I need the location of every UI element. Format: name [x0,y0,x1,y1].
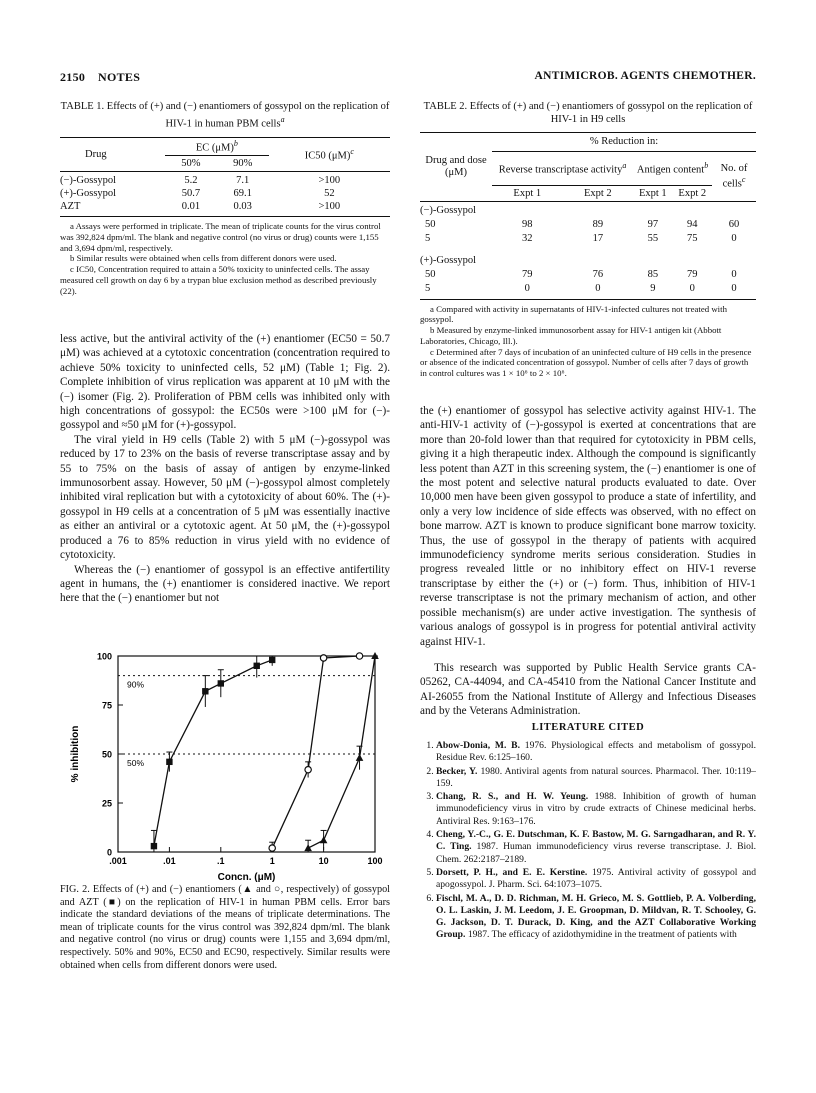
reference-item: 4. Cheng, Y.-C., G. E. Dutschman, K. F. Bastow, M. G. Sarngadharan, and R. Y. C. Ting. 1987. Human immunodeficiency virus reverse transcriptase. J. Biol. Chem. 262:2187–2189. [436,829,756,866]
table1-footnote-c: c IC50, Concentration required to attain a 50% toxicity to uninfected cells. The assay measured cell growth on day 6 by a trypan blue exclusion method as described previously (22). [60,264,377,296]
data-point-square [269,657,275,663]
x-tick-label: .01 [163,856,176,866]
table-row: (−)-Gossypol 5.2 7.1 >100 [60,175,341,186]
paragraph: less active, but the antiviral activity of the (+) enantiomer (EC50 = 50.7 μM) was achieved at a cytotoxic concentration (concentration required to achieve 50% toxicity to uninfected cells, 52 μM) (Table 1; Fig. 2). Complete inhibition of virus replication was apparent at 10 μM with the (−) isomer (Fig. 2). Proliferation of PBM cells was inhibited only with high concentrations of gossypol: the EC50s were >100 μM for (−)-gossypol and ≈50 μM for (+)-gossypol. [60,333,390,432]
table2-footnote-c: c Determined after 7 days of incubation of an uninfected culture of H9 cells in the presence or absence of the indicated concentration of gossypol. Number of cells after 7 days of growth in control cultures was 1 × 10⁶ to 2 × 10⁶. [420,346,752,379]
table1-col-ic50: IC50 $(\mu M)^c$ [304,147,354,162]
table2-col-rt-e1: Expt 1 [513,187,542,199]
data-point-square [202,688,208,694]
reference-line-label: 50% [127,758,145,768]
table2-col-ag-e1: Expt 1 [638,187,667,199]
table1-footnote-a: a Assays were performed in triplicate. The mean of triplicate counts for the virus control was 392,824 dpm/ml. The blank and negative control (no virus or drug) counts were 1,155 and 3,694 dpm/ml, respectively. [60,221,381,253]
figure2-caption: FIG. 2. Effects of (+) and (−) enantiomers (▲ and ○, respectively) of gossypol and AZT (■) on the replication of HIV-1 in human PBM cells. Error bars indicate the standard deviations of the means of triplicate determinations. The mean of triplicate counts for the virus control was 392,824 dpm/ml. The blank and negative control (no virus or drug) counts were 1,155 and 3,694 dpm/ml, respectively. 50% and 90%, EC50 and EC90, respectively. Similar results were obtained when cells from different donors were used. [60,884,390,971]
reference-item: 5. Dorsett, P. H., and E. E. Kerstine. 1975. Antiviral activity of gossypol and apogossypol. J. Pharm. Sci. 64:1073–1075. [436,867,756,892]
journal-title: ANTIMICROB. AGENTS CHEMOTHER. [534,70,756,82]
x-tick-label: .1 [217,856,225,866]
table2-footnote-b: b Measured by enzyme-linked immunosorbent assay for HIV-1 antigen kit (Abbott Laboratories, Chicago, Ill.). [420,325,722,346]
left-body-text [60,332,390,606]
data-point-circle [356,653,362,659]
table-row: 50 79 76 85 79 0 [425,269,737,280]
x-tick-label: 100 [367,856,383,866]
data-point-triangle [356,754,364,761]
reference-item: 2. Becker, Y. 1980. Antiviral agents from natural sources. Pharmacol. Ther. 10:119–159. [436,766,756,791]
table2-title: TABLE 2. Effects of (+) and (−) enantiomers of gossypol on the replication of HIV-1 in H9 cells [423,101,753,125]
data-point-square [166,759,172,765]
x-tick-label: 1 [269,856,275,866]
right-body-text [420,404,756,719]
data-point-circle [320,655,326,661]
y-tick-label: 75 [101,700,112,711]
y-axis-label: % inhibition [70,725,81,783]
paragraph: The viral yield in H9 cells (Table 2) with 5 μM (−)-gossypol was reduced by 17 to 23% on the basis of reverse transcriptase assay and by 55 to 75% on the basis of assay of antigen by enzyme-linked immunosorbent assay. However, 50 μM (−)-gossypol almost completely inhibited viral replication but with a cytotoxicity of about 60%. The (+)-gossypol in H9 cells at a concentration of 5 μM was essentially inactive as either an antiviral or a cytotoxic agent. At 50 μM, the (+)-gossypol produced a 76 to 85% reduction in virus yield with no evidence of cytotoxicity. [60,433,390,562]
reference-item: 3. Chang, R. S., and H. W. Yeung. 1988. Inhibition of growth of human immunodeficiency virus in vitro by crude extracts of Chinese medicinal herbs. Antiviral Res. 9:163–176. [436,791,756,828]
series-line-square [154,660,272,846]
table1-col-ec: EC $(\mu M)^b$ [165,138,269,156]
table1-col-90: 90% [233,158,253,169]
y-tick-label: 50 [101,749,112,760]
literature-title: LITERATURE CITED [531,722,645,733]
series-line-circle [272,656,359,848]
table2 [420,100,756,379]
table-row: (+)-Gossypol 50.7 69.1 52 [60,188,335,199]
plot-frame [118,656,375,852]
table2-col-ag: Antigen content$^b$ [633,151,712,185]
reference-line-label: 90% [127,679,145,690]
table2-col-cells: No. of cells$^c$ [720,162,748,190]
table-row: 50 98 89 97 94 60 [425,219,740,230]
x-axis-label: Concn. (μM) [217,872,276,883]
table1-grid [60,138,390,214]
page-number: 2150 [60,70,86,84]
data-point-square [254,663,260,669]
table1-col-drug: Drug [85,148,107,160]
reference-list [420,740,756,943]
data-point-triangle [320,836,328,843]
figure2-chart [60,648,395,888]
data-point-circle [269,845,275,851]
series-line-triangle [308,656,375,848]
table2-col-reduction: % Reduction in: [492,133,756,151]
paragraph: Whereas the (−) enantiomer of gossypol is an effective antifertility agent in humans, the (+) enantiomer is considered inactive. We report here that the (−) enantiomer but not [60,563,390,605]
x-tick-label: 10 [318,856,329,866]
paragraph: the (+) enantiomer of gossypol has selective activity against HIV-1. The anti-HIV-1 activity of (−)-gossypol is exerted at concentrations that are more than 20-fold lower than that required for cytotoxicity in PBM cells, giving it a high therapeutic index. Although the compound is significantly less potent than AZT in this screening system, the (−) enantiomer is one of the most potent and selective natural products evaluated to date. Over 10,000 men have been given gossypol to produce a state of infertility, and only a very low incidence of side effects was observed, with no effect on bone marrow. AZT is known to produce significant bone marrow toxicity. Thus, the use of gossypol in the therapy of patients with acquired immunodeficiency syndrome merits serious consideration. Studies in progress revealed little or no inhibitory effect on HIV-1 reverse transcriptase by either the (+) or (−) form. Thus, inhibition of HIV-1 reverse transcriptase is not the primary mechanism of action, and other possible mechanism(s) are under active investigation. The synthesis of various analogs of gossypol is in progress for potential antiviral activity against HIV-1. [420,405,756,648]
reference-item: 1. Abow-Donia, M. B. 1976. Physiological effects and metabolism of gossypol. Residue Rev. 6:125–160. [436,740,756,765]
y-tick-label: 0 [106,847,112,858]
table2-col-rt: Reverse transcriptase activity$^a$ [492,151,633,185]
section-title: NOTES [98,70,141,84]
data-point-square [151,843,157,849]
x-tick-label: .001 [109,856,127,866]
table1-footnote-b: b Similar results were obtained when cells from different donors were used. [70,253,337,264]
table2-group-label: (+)-Gossypol [420,255,477,266]
acknowledgment: This research was supported by Public Health Service grants CA-05262, CA-44094, and CA-45410 from the National Cancer Institute and AI-26055 from the National Institute of Allergy and Infectious Diseases and by the Veterans Administration. [420,661,756,718]
table2-footnote-a: a Compared with activity in supernatants of HIV-1-infected cultures not treated with gossypol. [420,303,727,325]
reference-item: 6. Fischl, M. A., D. D. Richman, M. H. Grieco, M. S. Gottlieb, P. A. Volberding, O. L. Laskin, J. M. Leedom, J. E. Groopman, D. Mildvan, R. T. Schooley, G. G. Jackson, D. T. Durack, D. King, and the AZT Collaborative Working Group. 1987. The efficacy of azidothymidine in the treatment of patients with [436,893,756,942]
table1 [60,100,390,297]
table-row: AZT 0.01 0.03 >100 [60,201,341,212]
table2-group-label: (−)-Gossypol [420,205,477,216]
table-row: 5 32 17 55 75 0 [425,233,737,244]
data-point-circle [305,766,311,772]
table2-col-drug: Drug and dose (μM) [425,154,487,178]
data-point-square [218,680,224,686]
data-point-triangle [304,844,312,851]
table1-col-50: 50% [181,158,201,169]
y-tick-label: 100 [96,651,112,662]
table1-title: TABLE 1. Effects of (+) and (−) enantiomers of gossypol on the replication of HIV-1 in human PBM cells$^a$ [60,101,390,130]
table2-grid [420,133,756,296]
table2-col-rt-e2: Expt 2 [583,187,612,199]
table2-col-ag-e2: Expt 2 [678,187,707,199]
table-row: 5 0 0 9 0 0 [425,283,737,294]
y-tick-label: 25 [101,798,112,809]
